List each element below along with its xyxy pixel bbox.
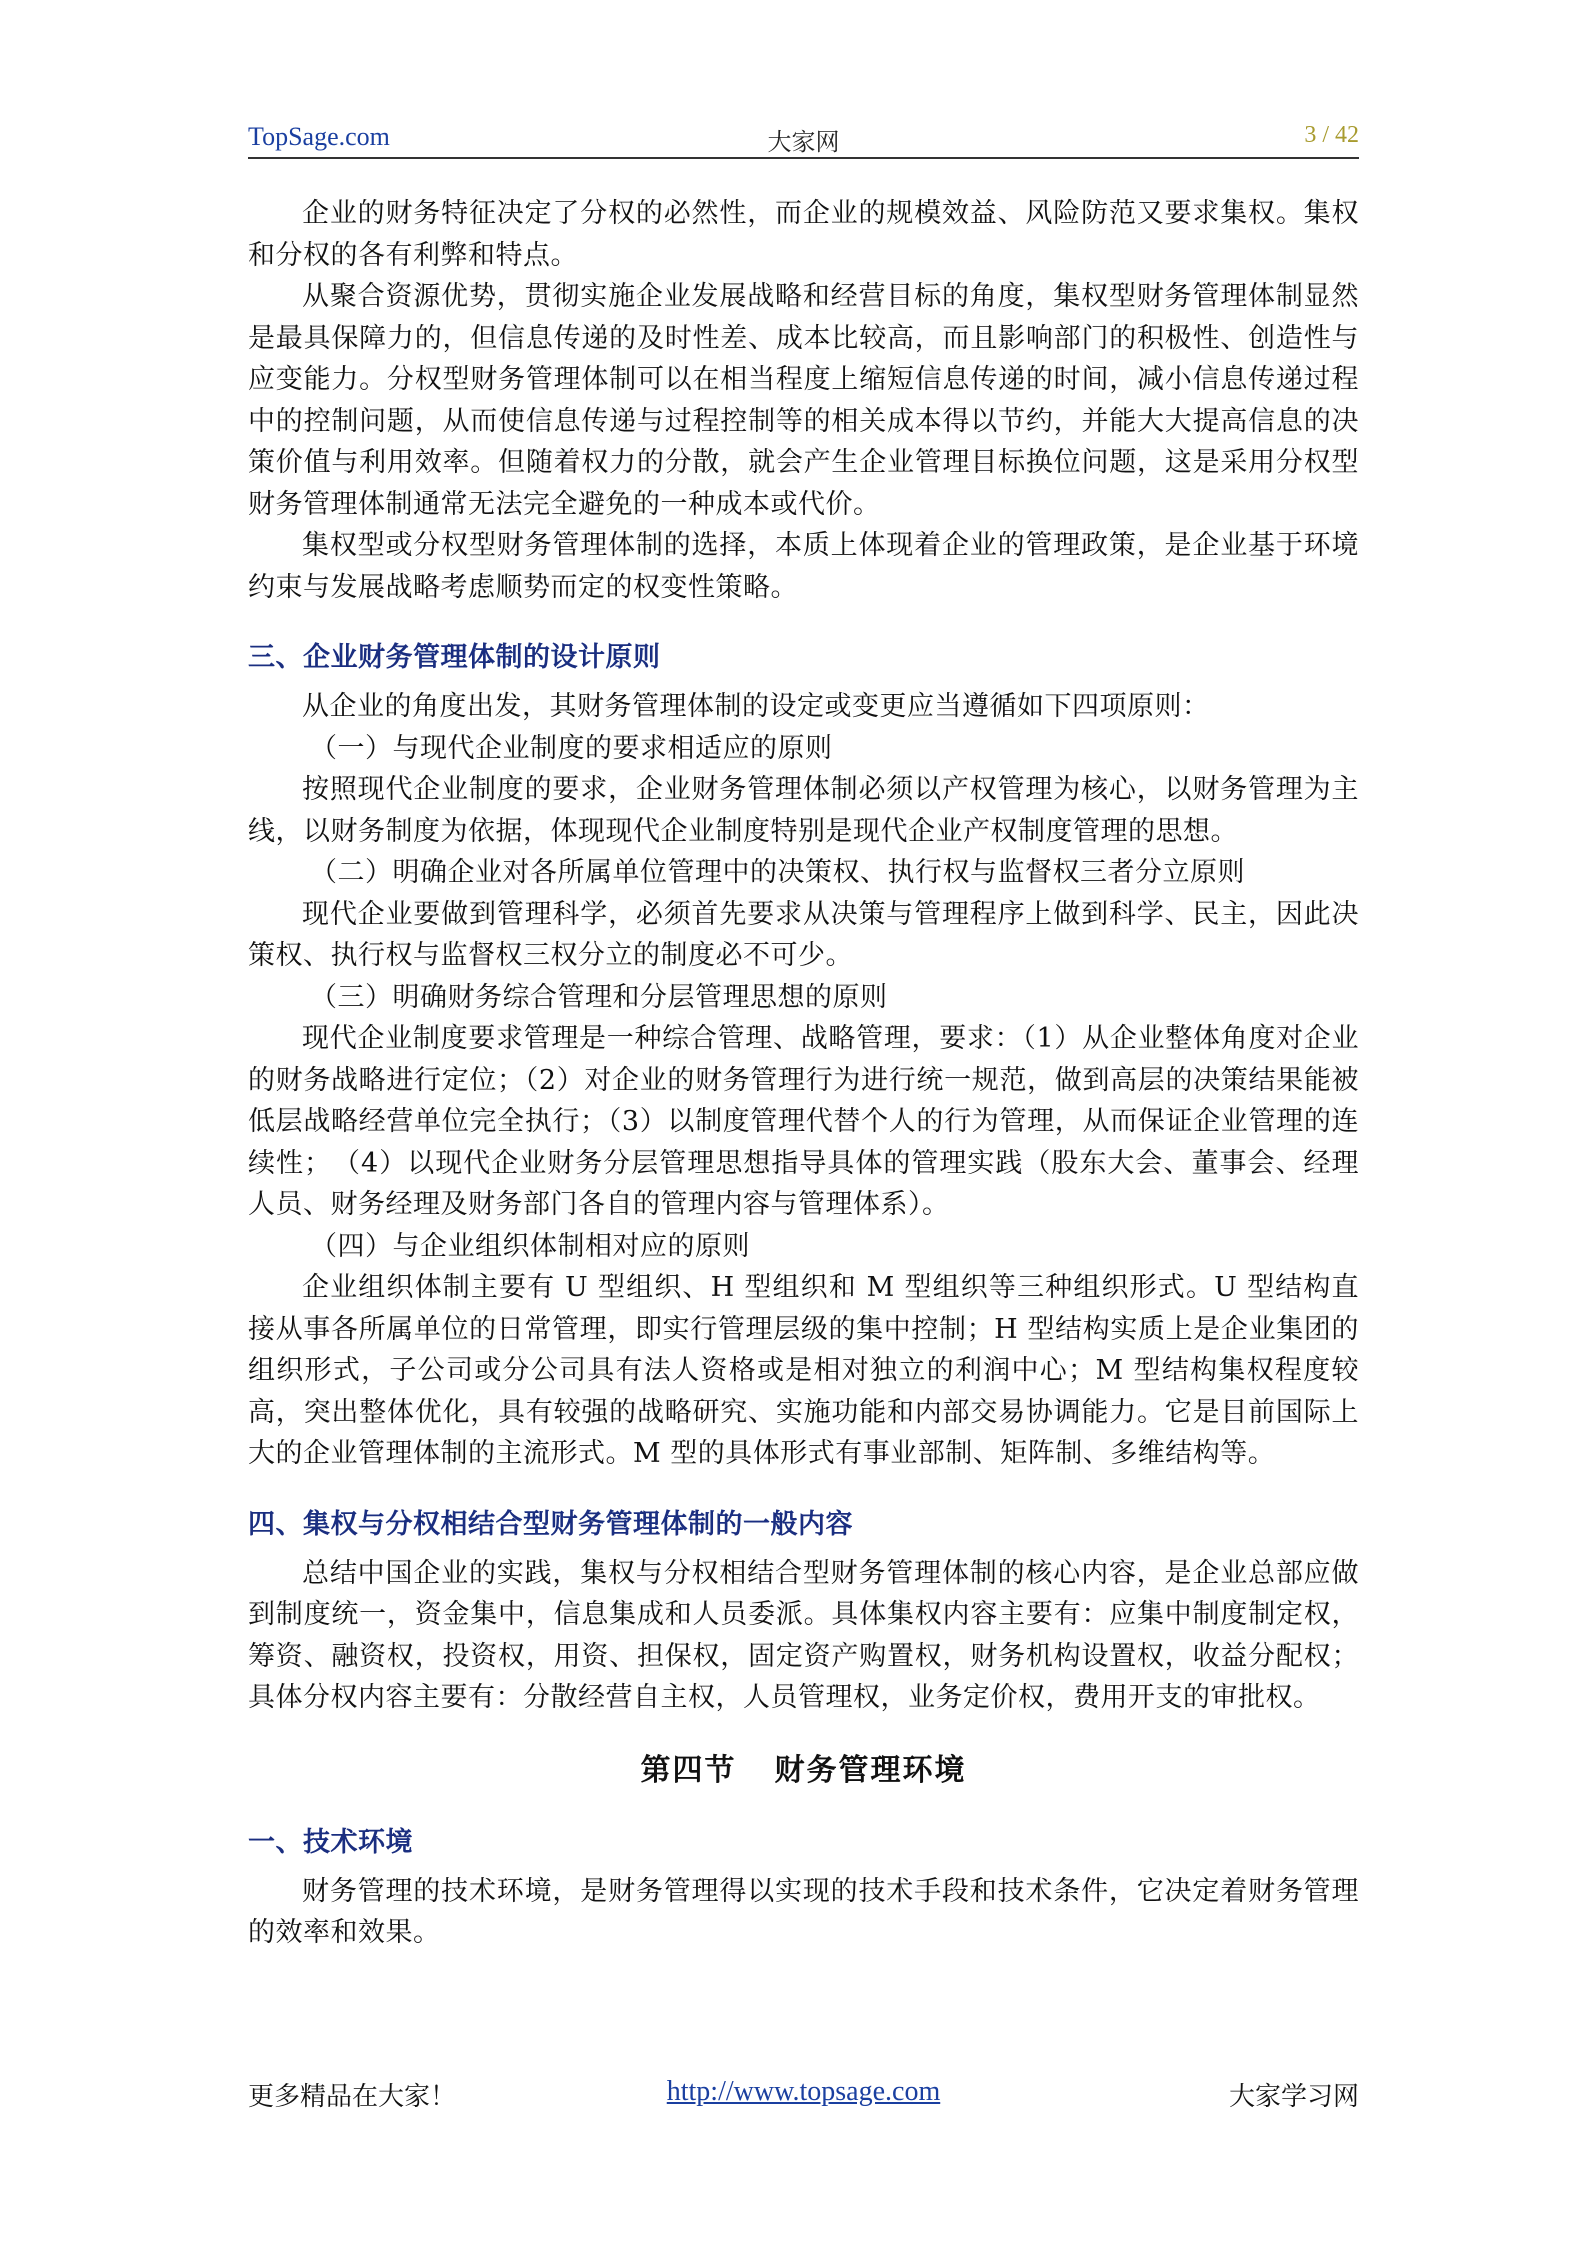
subheading: （一）与现代企业制度的要求相适应的原则: [310, 732, 833, 764]
section-heading: 三、企业财务管理体制的设计原则: [248, 642, 661, 673]
footer-brand: 大家学习网: [1228, 2082, 1359, 2112]
header-divider: [248, 157, 1359, 159]
footer-link-wrap: [248, 2076, 1359, 2108]
page-header: [248, 118, 1359, 158]
section-number: 第四节: [640, 1752, 737, 1788]
section-title: 财务管理环境: [774, 1752, 967, 1788]
paragraph: 总结中国企业的实践，集权与分权相结合型财务管理体制的核心内容，是企业总部应做到制度统一，资金集中，信息集成和人员委派。具体集权内容主要有：应集中制度制定权，筹资、融资权，投资权，用资、担保权，固定资产购置权，财务机构设置权，收益分配权；具体分权内容主要有：分散经营自主权，人员管理权，业务定价权，费用开支的审批权。: [248, 1557, 1359, 1713]
paragraph: 企业组织体制主要有 U 型组织、H 型组织和 M 型组织等三种组织形式。U 型结构直接从事各所属单位的日常管理，即实行管理层级的集中控制；H 型结构实质上是企业集团的组织形式，子公司或分公司具有法人资格或是相对独立的利润中心；M 型结构集权程度较高，突出整体优化，具有较强的战略研究、实施功能和内部交易协调能力。它是目前国际上大的企业管理体制的主流形式。M 型的具体形式有事业部制、矩阵制、多维结构等。: [248, 1272, 1359, 1469]
header-page-number: 3 / 42: [1304, 122, 1359, 148]
document-body: [248, 193, 1359, 1954]
page-footer: [248, 2076, 1359, 2116]
header-center-title: 大家网: [767, 128, 840, 156]
paragraph: 现代企业制度要求管理是一种综合管理、战略管理，要求：（1）从企业整体角度对企业的财务战略进行定位；（2）对企业的财务管理行为进行统一规范，做到高层的决策结果能被低层战略经营单位完全执行；（3）以制度管理代替个人的行为管理，从而保证企业管理的连续性； （4）以现代企业财务分层管理思想指导具体的管理实践（股东大会、董事会、经理人员、财务经理及财务部门各自的管理内容与管理体系）。: [248, 1023, 1359, 1220]
section-heading: 四、集权与分权相结合型财务管理体制的一般内容: [248, 1508, 853, 1540]
chapter-section-title: [248, 1749, 1359, 1793]
body-blocks: [248, 193, 1359, 1719]
paragraph: 集权型或分权型财务管理体制的选择，本质上体现着企业的管理政策，是企业基于环境约束与发展战略考虑顺势而定的权变性策略。: [248, 530, 1359, 603]
paragraph: 从企业的角度出发，其财务管理体制的设定或变更应当遵循如下四项原则：: [302, 691, 1210, 722]
subheading: （三）明确财务综合管理和分层管理思想的原则: [310, 981, 888, 1013]
subheading: （四）与企业组织体制相对应的原则: [310, 1230, 750, 1262]
paragraph: 企业的财务特征决定了分权的必然性，而企业的规模效益、风险防范又要求集权。集权和分权的各有利弊和特点。: [248, 198, 1359, 271]
paragraph: 从聚合资源优势，贯彻实施企业发展战略和经营目标的角度，集权型财务管理体制显然是最具保障力的，但信息传递的及时性差、成本比较高，而且影响部门的积极性、创造性与应变能力。分权型财务管理体制可以在相当程度上缩短信息传递的时间，减小信息传递过程中的控制问题，从而使信息传递与过程控制等的相关成本得以节约，并能大大提高信息的决策价值与利用效率。但随着权力的分散，就会产生企业管理目标换位问题，这是采用分权型财务管理体制通常无法完全避免的一种成本或代价。: [248, 281, 1359, 520]
section-heading: 一、技术环境: [248, 1826, 413, 1858]
footer-website-link[interactable]: http://www.topsage.com: [666, 2076, 941, 2107]
paragraph: 现代企业要做到管理科学，必须首先要求从决策与管理程序上做到科学、民主，因此决策权、执行权与监督权三权分立的制度必不可少。: [248, 898, 1359, 971]
paragraph: 按照现代企业制度的要求，企业财务管理体制必须以产权管理为核心，以财务管理为主线，以财务制度为依据，体现现代企业制度特别是现代企业产权制度管理的思想。: [248, 774, 1359, 847]
footer-slogan: 更多精品在大家！: [248, 2082, 457, 2112]
header-site-name: TopSage.com: [248, 122, 390, 151]
paragraph: 财务管理的技术环境，是财务管理得以实现的技术手段和技术条件，它决定着财务管理的效率和效果。: [248, 1875, 1359, 1948]
subheading: （二）明确企业对各所属单位管理中的决策权、执行权与监督权三者分立原则: [310, 857, 1245, 888]
